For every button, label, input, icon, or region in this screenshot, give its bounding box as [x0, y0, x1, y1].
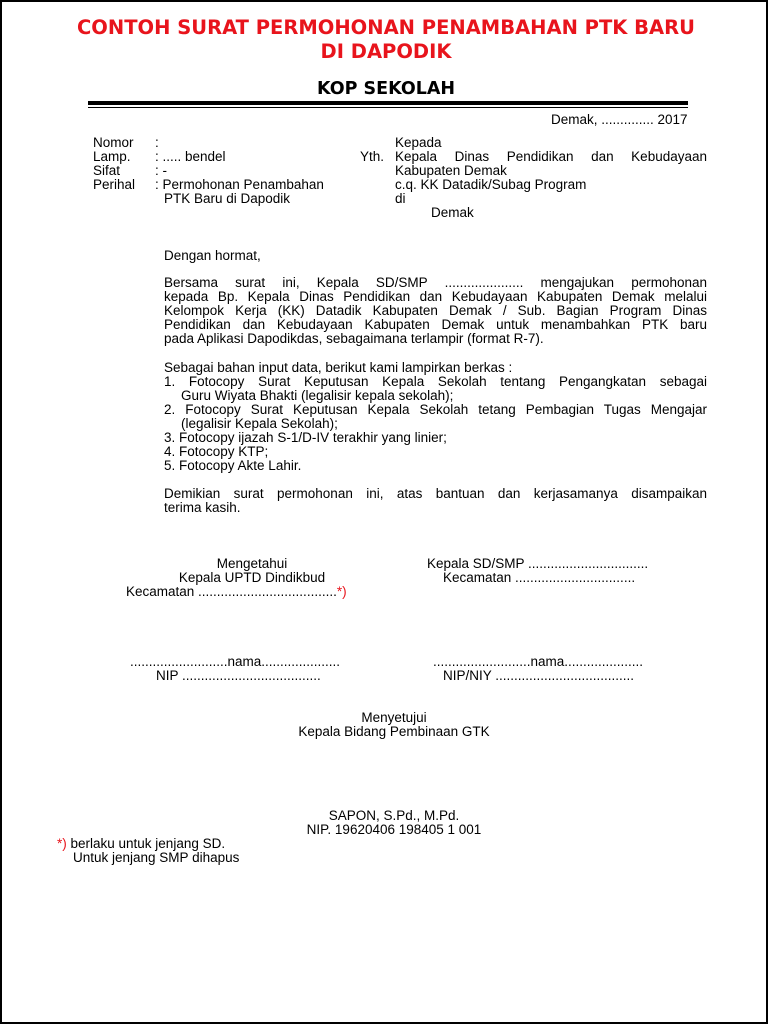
- document-title-line1: CONTOH SURAT PERMOHONAN PENAMBAHAN PTK BARU: [77, 16, 695, 39]
- sign-right-nip: NIP/NIY .....................................: [443, 668, 635, 683]
- attachment-item-5: 5. Fotocopy Akte Lahir.: [164, 458, 302, 473]
- closing-line: Demikian surat permohonan ini, atas bantuan dan kerjasamanya disampaikan: [164, 486, 707, 501]
- attachment-item-3: 3. Fotocopy ijazah S-1/D-IV terakhir yang linier;: [164, 430, 447, 445]
- paragraph-line: Pendidikan dan Kebudayaan Kabupaten Demak untuk menambahkan PTK baru: [164, 317, 707, 332]
- lamp-label: Lamp.: [93, 149, 131, 164]
- salutation: Dengan hormat,: [164, 248, 261, 263]
- paragraph-line: pada Aplikasi Dapodikdas, sebagaimana terlampir (format R-7).: [164, 331, 544, 346]
- attachment-item-2: 2. Fotocopy Surat Keputusan Kepala Sekolah tetang Pembagian Tugas Mengajar: [164, 402, 707, 417]
- approval-name: SAPON, S.Pd., M.Pd.: [328, 808, 460, 823]
- closing-paragraph: [164, 487, 707, 515]
- approval-line1: Menyetujui: [361, 710, 427, 725]
- footnote-line1: *) berlaku untuk jenjang SD.: [57, 836, 226, 851]
- approval-line2: Kepala Bidang Pembinaan GTK: [298, 724, 490, 739]
- recipient-line5: Demak: [431, 205, 474, 220]
- footnote-marker: *): [57, 836, 67, 851]
- kop-rule-thin: [88, 107, 688, 108]
- perihal-label: Perihal: [93, 177, 136, 192]
- nomor-label: Nomor: [93, 135, 134, 150]
- document-title-line2: DI DAPODIK: [320, 40, 452, 63]
- paragraph-line: Bersama surat ini, Kepala SD/SMP ..................... mengajukan permohonan: [164, 275, 707, 290]
- paragraph-line: kepada Bp. Kepala Dinas Pendidikan dan Kebudayaan Kabupaten Demak melalui: [164, 289, 707, 304]
- perihal-value: : Permohonan Penambahan: [155, 177, 324, 192]
- approval-nip: NIP. 19620406 198405 1 001: [306, 822, 482, 837]
- recipient-line2: Kabupaten Demak: [395, 163, 507, 178]
- sign-left-line3: Kecamatan .....................................*): [126, 584, 347, 599]
- kop-sekolah: KOP SEKOLAH: [316, 79, 456, 99]
- recipient-line3: c.q. KK Datadik/Subag Program: [395, 177, 587, 192]
- attachments-intro: Sebagai bahan input data, berikut kami lampirkan berkas :: [164, 360, 513, 375]
- closing-line: terima kasih.: [164, 500, 241, 515]
- recipient-line4: di: [395, 191, 406, 206]
- kop-rule-thick: [88, 101, 688, 105]
- sifat-value: : -: [155, 163, 167, 178]
- sign-right-line1: Kepala SD/SMP ................................: [427, 556, 649, 571]
- paragraph-line: Kelompok Kerja (KK) Datadik Kabupaten Demak / Sub. Bagian Program Dinas: [164, 303, 707, 318]
- attachment-item-4: 4. Fotocopy KTP;: [164, 444, 269, 459]
- recipient-line1: Kepala Dinas Pendidikan dan Kebudayaan: [395, 149, 707, 164]
- lamp-value: : ..... bendel: [155, 149, 226, 164]
- footnote-line2: Untuk jenjang SMP dihapus: [73, 850, 240, 865]
- paragraph-body: [164, 276, 707, 346]
- letter-date: Demak, .............. 2017: [551, 112, 688, 127]
- perihal-value-cont: PTK Baru di Dapodik: [164, 191, 291, 206]
- attachment-item-1-cont: Guru Wiyata Bhakti (legalisir kepala sekolah);: [181, 388, 454, 403]
- sifat-label: Sifat: [93, 163, 121, 178]
- recipient-kepada: Kepada: [395, 135, 442, 150]
- attachment-item-2-cont: (legalisir Kepala Sekolah);: [181, 416, 338, 431]
- recipient-yth: Yth.: [360, 149, 385, 164]
- nomor-value: :: [155, 135, 159, 150]
- sign-left-nip: NIP .....................................: [156, 668, 321, 683]
- sign-right-name: ..........................nama.....................: [433, 654, 644, 669]
- attachment-item-1: 1. Fotocopy Surat Keputusan Kepala Sekolah tentang Pengangkatan sebagai: [164, 374, 707, 389]
- sign-left-marker: *): [336, 584, 347, 599]
- sign-left-line1: Mengetahui: [216, 556, 288, 571]
- sign-left-line2: Kepala UPTD Dindikbud: [178, 570, 326, 585]
- sign-left-name: ..........................nama.....................: [130, 654, 341, 669]
- sign-right-line2: Kecamatan ................................: [443, 570, 636, 585]
